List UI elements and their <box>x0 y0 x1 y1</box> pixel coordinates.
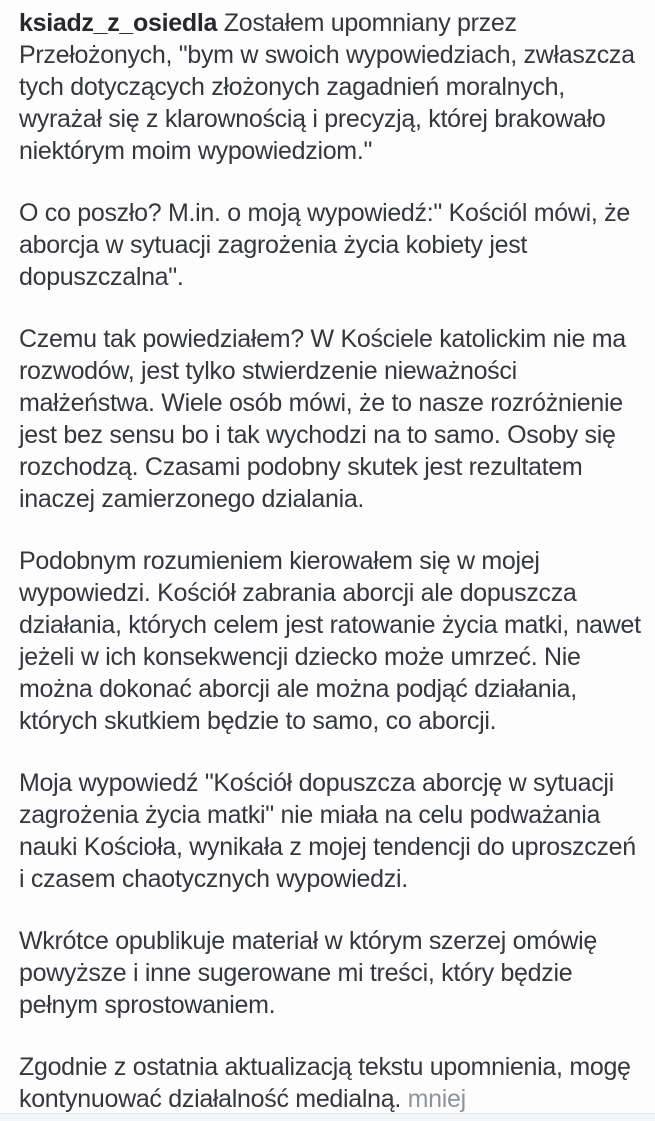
caption-paragraph: O co poszło? M.in. o moją wypowiedź:" Kościól mówi, że aborcja w sytuacji zagrożenia życia kobiety jest dopuszczalna". <box>19 199 630 291</box>
bottom-divider <box>0 1113 655 1121</box>
caption-paragraph: Moja wypowiedź "Kościół dopuszcza aborcję w sytuacji zagrożenia życia matki" nie miała na celu podważania nauki Kościoła, wynikała z mojej tendencji do uproszczeń i czasem chaotycznych wypowiedzi. <box>19 769 636 893</box>
caption-paragraph: Czemu tak powiedziałem? W Kościele katolickim nie ma rozwodów, jest tylko stwierdzenie nieważności małżeństwa. Wiele osób mówi, że to nasze rozróżnienie jest bez sensu bo i tak wychodzi na to samo. Osoby się rozchodzą. Czasami podobny skutek jest rezultatem inaczej zamierzonego dzialania. <box>19 325 626 513</box>
caption-paragraph <box>19 7 643 167</box>
caption-paragraph: Wkrótce opublikuje materiał w którym szerzej omówię powyższe i inne sugerowane mi treści, który będzie pełnym sprostowaniem. <box>19 927 597 1019</box>
caption-paragraph: Podobnym rozumieniem kierowałem się w mojej wypowiedzi. Kościół zabrania aborcji ale dopuszcza działania, których celem jest ratowanie życia matki, nawet jeżeli w ich konsekwencji dziecko może umrzeć. Nie można dokonać aborcji ale można podjąć działania, których skutkiem będzie to samo, co aborcji. <box>19 547 641 735</box>
username-link[interactable]: ksiadz_z_osiedla <box>19 9 218 37</box>
caption-paragraph <box>19 1051 643 1115</box>
caption-text: Zgodnie z ostatnia aktualizacją tekstu upomnienia, mogę kontynuować działalność medialną. <box>19 1053 631 1113</box>
caption-text: Zostałem upomniany przez Przełożonych, "bym w swoich wypowiedziach, zwłaszcza tych dotyczących złożonych zagadnień moralnych, wyrażał się z klarownością i precyzją, której brakowało niektórym moim wypowiedziom." <box>19 9 635 165</box>
collapse-caption-link[interactable]: mniej <box>407 1085 466 1113</box>
